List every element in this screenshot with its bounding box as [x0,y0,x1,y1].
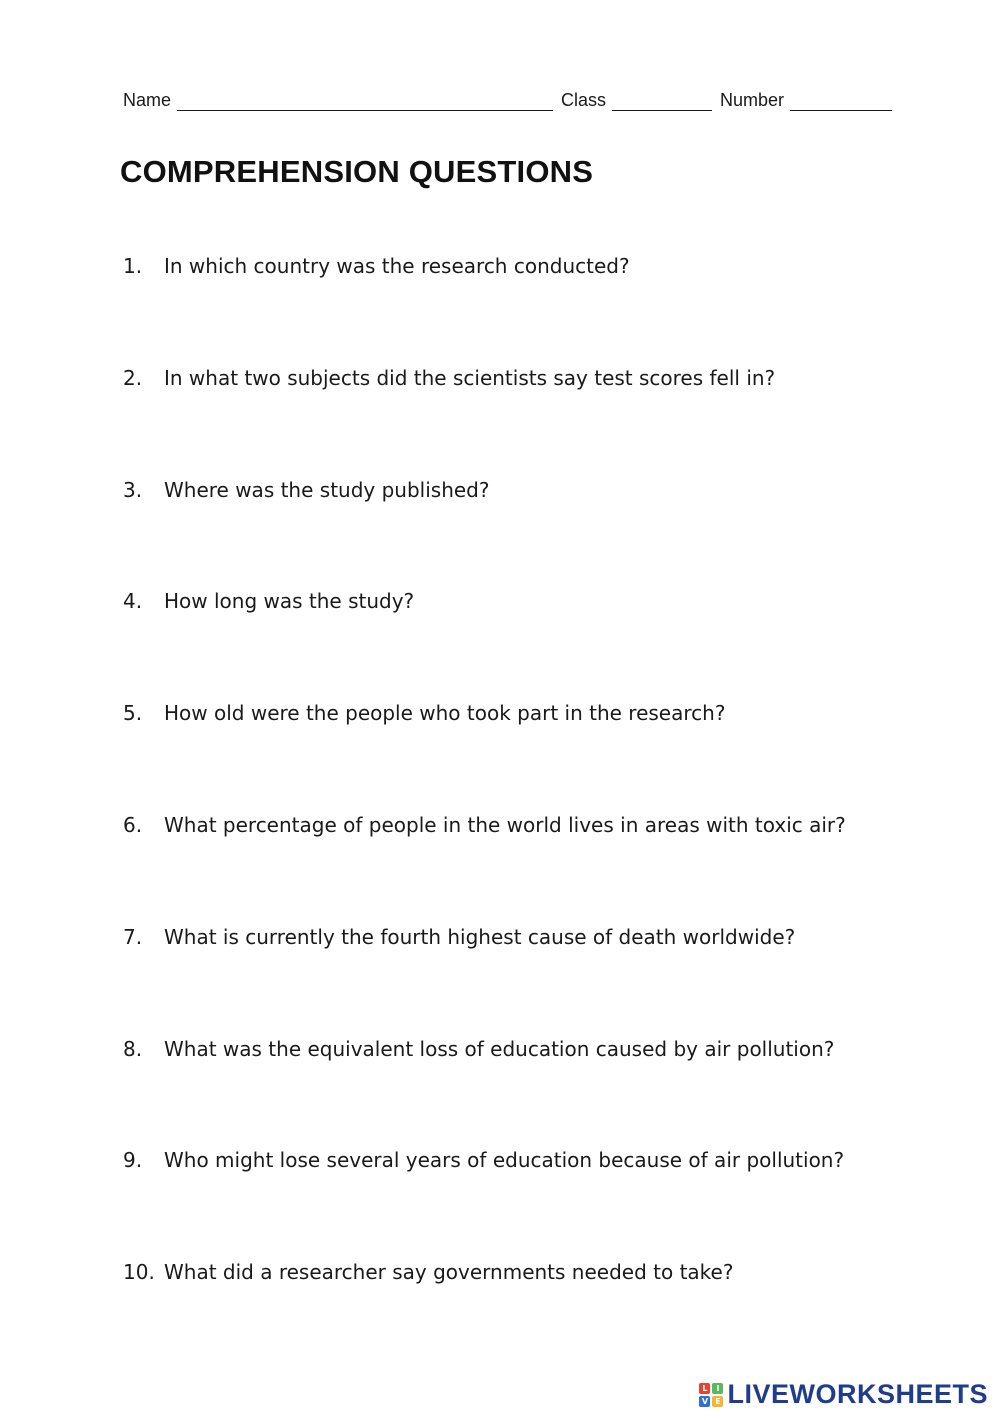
question-item [123,813,923,837]
number-blank[interactable] [790,92,892,111]
logo-mark-l: L [699,1383,710,1394]
page-title: COMPREHENSION QUESTIONS [120,154,594,189]
question-number: 9. [123,1148,143,1172]
question-text: Where was the study published? [164,478,490,502]
name-blank[interactable] [177,92,553,111]
question-item [123,366,923,390]
question-number: 3. [123,478,143,502]
question-text: How old were the people who took part in the research? [164,701,726,725]
question-item [123,1148,923,1172]
student-info-line [123,85,903,111]
question-text: In what two subjects did the scientists say test scores fell in? [164,366,776,390]
question-item [123,254,923,278]
class-blank[interactable] [612,92,712,111]
question-number: 4. [123,589,143,613]
question-number: 2. [123,366,143,390]
question-number: 1. [123,254,143,278]
class-label: Class [561,90,607,110]
question-text: What did a researcher say governments needed to take? [164,1260,734,1284]
logo-mark-v: V [699,1396,710,1407]
question-item [123,701,923,725]
question-text: What is currently the fourth highest cause of death worldwide? [164,925,796,949]
question-text: In which country was the research conducted? [164,254,630,278]
liveworksheets-logo [699,1379,988,1410]
logo-mark-e: E [712,1396,723,1407]
question-text: What was the equivalent loss of education caused by air pollution? [164,1037,835,1061]
question-item [123,478,923,502]
question-item [123,589,923,613]
logo-mark-icon [699,1383,723,1407]
question-text: Who might lose several years of education because of air pollution? [164,1148,845,1172]
question-item [123,1260,923,1284]
question-number: 5. [123,701,143,725]
question-number: 6. [123,813,143,837]
question-number: 7. [123,925,143,949]
question-number: 8. [123,1037,143,1061]
logo-mark-i: I [712,1383,723,1394]
question-number: 10. [123,1260,155,1284]
question-text: What percentage of people in the world lives in areas with toxic air? [164,813,846,837]
logo-text: LIVEWORKSHEETS [727,1379,988,1409]
number-label: Number [720,90,785,110]
question-item [123,1037,923,1061]
question-text: How long was the study? [164,589,415,613]
question-item [123,925,923,949]
name-label: Name [123,90,172,110]
